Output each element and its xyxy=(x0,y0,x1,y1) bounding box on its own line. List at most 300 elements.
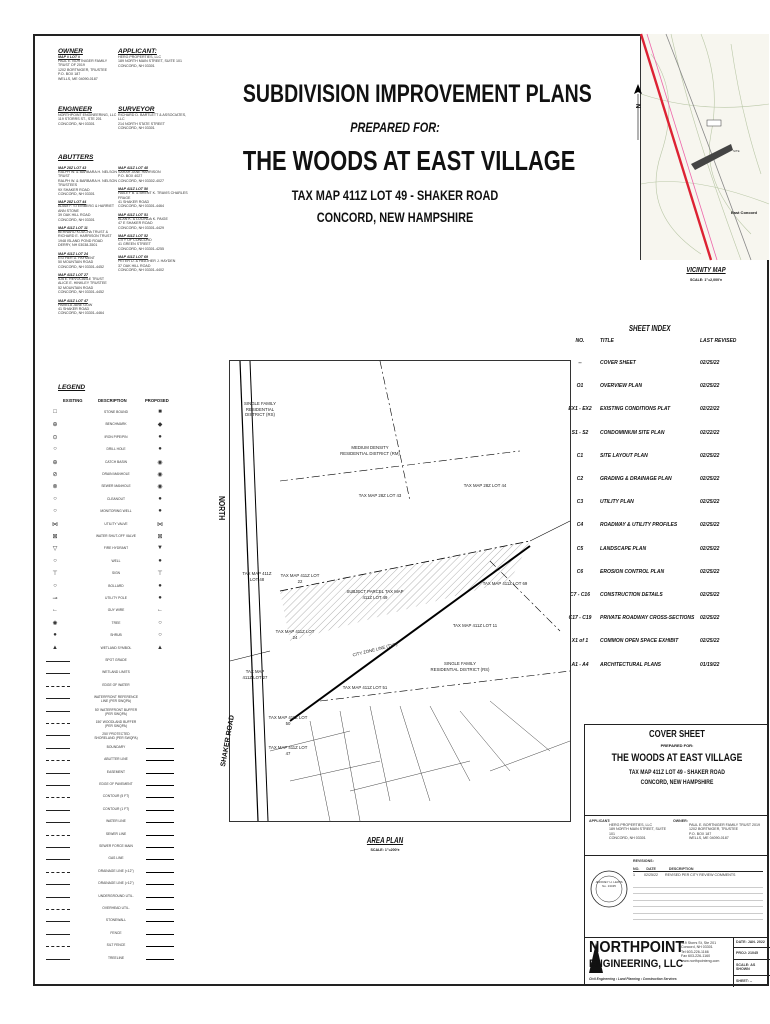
legend-proposed-symbol-icon: ◆ xyxy=(157,422,163,429)
legend-existing-symbol-icon: ⊘ xyxy=(52,472,58,478)
cover-tax: TAX MAP 411Z LOT 49 - SHAKER ROAD xyxy=(629,769,725,776)
sheet-title: EXISTING CONDITIONS PLAT xyxy=(600,406,671,413)
legend-description: STONE BOUND xyxy=(103,410,129,414)
legend-proposed-line xyxy=(146,785,174,786)
legend-description: DRAINAGE LINE (>12") xyxy=(98,881,134,886)
legend-proposed-line xyxy=(146,835,174,836)
legend-description: IRON PIPE/PIN xyxy=(104,434,128,439)
abutter-entry xyxy=(58,226,118,248)
legend-existing-symbol-icon: ○ xyxy=(53,557,57,564)
sheet-title: LANDSCAPE PLAN xyxy=(600,545,647,552)
legend-proposed-symbol-icon: ● xyxy=(158,446,162,453)
legend-proposed-symbol-icon: ● xyxy=(158,508,162,515)
sheet-revised-date: 02/25/22 xyxy=(700,452,720,459)
legend-description: DRAINAGE LINE (<12") xyxy=(98,868,134,873)
legend-proposed-line xyxy=(146,884,174,885)
sheet-index-row xyxy=(560,375,740,398)
legend-proposed-symbol-icon: ● xyxy=(158,557,162,564)
sheet-title: UTILITY PLAN xyxy=(600,499,634,506)
sheet-index-row xyxy=(560,514,740,537)
meta-scale: SCALE: AS SHOWN xyxy=(734,960,770,976)
sheet-revised-date: 01/19/22 xyxy=(700,661,720,668)
revisions-label: REVISIONS: xyxy=(633,859,654,863)
legend-existing-line xyxy=(46,797,70,798)
legend-proposed-line xyxy=(146,810,174,811)
applicant-heading: APPLICANT: xyxy=(118,48,157,55)
sheet-revised-date: 02/25/22 xyxy=(700,383,720,390)
sheet-index-col-no: NO. xyxy=(575,338,585,344)
legend-existing-line xyxy=(46,859,70,860)
legend-existing-line xyxy=(46,835,70,836)
legend-proposed-symbol-icon: ● xyxy=(158,582,162,589)
legend-proposed-line xyxy=(146,959,174,960)
abutter-map-lot: MAP 411Z LOT 24 xyxy=(58,251,88,256)
abutter-line: CONCORD, NH 03302-4027 xyxy=(118,178,164,183)
legend-existing-line xyxy=(46,959,70,960)
legend-existing-symbol-icon: ⊤ xyxy=(52,571,58,578)
legend-proposed-symbol-icon: ○ xyxy=(158,619,162,626)
legend-existing-symbol-icon: ⊕ xyxy=(52,422,58,429)
prepared-for-label: PREPARED FOR: xyxy=(350,119,440,135)
cover-owner-line: P.O. BOX 187 xyxy=(689,831,712,836)
legend-existing-line xyxy=(46,735,70,736)
legend-description: SIGN xyxy=(111,571,121,576)
sheet-number: C4 xyxy=(576,522,584,529)
surveyor-line: CONCORD, NH 03301 xyxy=(118,126,155,131)
sheet-title: SITE LAYOUT PLAN xyxy=(600,452,648,459)
legend-description: BENCHMARK xyxy=(105,422,127,427)
cover-prepared: PREPARED FOR: xyxy=(660,743,694,748)
cover-owner-line: PAUL E. BORTNIGER FAMILY TRUST 2019 xyxy=(689,823,760,827)
abutter-entry xyxy=(118,166,188,183)
legend-description: OVERHEAD UTIL. xyxy=(102,906,130,910)
sheet-number: S1 - S2 xyxy=(571,429,589,436)
abutter-line: IDA E. REVOCABLE TRUST xyxy=(58,276,105,281)
legend-proposed-line xyxy=(146,934,174,935)
sheet-index-row xyxy=(560,491,740,514)
legend-description: WATER SHUT-OFF VALVE xyxy=(96,534,136,538)
legend-description: SEWER MANHOLE xyxy=(101,484,131,489)
cover-applicant xyxy=(609,823,671,841)
legend-description: GUY WIRE xyxy=(107,608,125,613)
legend-description: SEWER FORCE MAIN xyxy=(99,844,133,848)
legend-description: WATER LINE xyxy=(106,819,126,824)
abutter-map-lot: MAP 411Z LOT 47 xyxy=(58,298,88,303)
abutter-entry xyxy=(118,255,188,272)
label-lot24: TAX MAP 411Z LOT 24 xyxy=(275,629,315,640)
legend-description: WETLAND LIMITS xyxy=(102,670,130,675)
abutters-right-column xyxy=(118,166,188,277)
abutter-line: CONCORD, NH 03301-4402 xyxy=(118,268,164,273)
legend-proposed-line xyxy=(146,797,174,798)
sheet-revised-date: 02/22/22 xyxy=(700,406,720,413)
sheet-index-row xyxy=(560,607,740,630)
sheet-title: EROSION CONTROL PLAN xyxy=(600,568,665,575)
label-lot51: TAX MAP 411Z LOT 51 xyxy=(342,685,388,690)
legend-existing-line xyxy=(46,946,70,947)
legend-description: EDGE OF WATER xyxy=(102,682,130,687)
sheet-index-header xyxy=(560,330,740,353)
address-line: www.northpointeng.com xyxy=(681,958,720,963)
legend-proposed-symbol-icon: ■ xyxy=(158,409,162,415)
rev-blank-rows xyxy=(633,881,763,925)
abutter-map-lot: MAP 411Z LOT 11 xyxy=(58,226,88,231)
abutter-line: PETER D. & HEATHER J. HAYDEN xyxy=(118,259,176,264)
sheet-number: X1 of 1 xyxy=(571,638,589,645)
meta-proj: PROJ: 21045 xyxy=(734,948,770,959)
cover-applicant-line: CONCORD, NH 03301 xyxy=(609,836,646,841)
owner-line: P.O. BOX 187 xyxy=(58,72,81,77)
surveyor-block xyxy=(118,106,188,131)
abutter-line: CONCORD, NH 03301-4464 xyxy=(118,204,164,209)
legend-description: BOUNDARY xyxy=(106,744,126,749)
legend-description: GAS LINE xyxy=(108,856,124,861)
seal-text xyxy=(589,881,629,888)
legend-proposed-symbol-icon: ⋈ xyxy=(157,521,163,528)
legend-description: MONITORING WELL xyxy=(100,509,132,514)
sheet-title: OVERVIEW PLAN xyxy=(600,383,642,390)
sheet-index-title: SHEET INDEX xyxy=(629,324,671,333)
legend-proposed-line xyxy=(146,946,174,947)
legend-proposed-symbol-icon: ● xyxy=(158,495,162,502)
legend-existing-symbol-icon: ▲ xyxy=(52,644,58,651)
legend-proposed-line xyxy=(146,760,174,761)
abutter-line: CONCORD, NH 03301-4452 xyxy=(58,264,104,269)
cover-applicant-line: 189 NORTH MAIN STREET, SUITE 101 xyxy=(609,827,667,836)
legend-existing-line xyxy=(46,822,70,823)
legend-description: SEWER LINE xyxy=(105,831,127,836)
area-plan-scale: SCALE: 1"=200'± xyxy=(370,848,400,852)
sheet-title: ROADWAY & UTILITY PROFILES xyxy=(600,522,678,529)
engineer-seal xyxy=(589,869,629,929)
legend-description: CONTOUR (5 FT) xyxy=(102,794,130,799)
legend-existing-symbol-icon: ✺ xyxy=(52,620,58,627)
sheet-index-row xyxy=(560,422,740,445)
abutter-line: DERRY, NH 03038-3501 xyxy=(58,243,98,248)
legend-proposed-symbol-icon: ▼ xyxy=(157,545,163,552)
legend-proposed-symbol-icon: ◉ xyxy=(157,459,163,466)
abutter-line: P.O. BOX 4027 xyxy=(118,174,143,179)
sheet-title: PRIVATE ROADWAY CROSS-SECTIONS xyxy=(600,615,695,622)
abutter-map-lot: MAP 411Z LOT 52 xyxy=(118,234,148,239)
legend-existing-line xyxy=(46,921,70,922)
abutter-line: 41 SHAKER ROAD xyxy=(58,306,90,311)
sheet-title: COMMON OPEN SPACE EXHIBIT xyxy=(600,638,679,645)
sheet-title: CONSTRUCTION DETAILS xyxy=(600,592,663,598)
abutter-line: CONCORD, NH 03301 xyxy=(58,192,95,197)
abutter-line: ALICE E. HINKLEY TRUSTEE xyxy=(58,281,107,286)
legend-description: CLEANOUT xyxy=(107,496,125,501)
legend-description: DRILL HOLE xyxy=(106,447,126,452)
label-lot47: TAX MAP 411Z LOT 47 xyxy=(268,745,308,756)
label-subject-parcel: SUBJECT PARCEL TAX MAP 411Z LOT 49 xyxy=(346,589,404,600)
sheet-number: C1 xyxy=(576,452,584,459)
sheet-revised-date: 02/25/22 xyxy=(700,615,720,622)
abutter-line: 41 SHAKER ROAD xyxy=(118,200,150,205)
abutter-map-lot: MAP 411Z LOT 50 xyxy=(118,187,148,192)
sheet-index-row xyxy=(560,538,740,561)
legend-existing-line xyxy=(46,673,70,674)
address-line: Tel 603-226-1166 xyxy=(681,949,709,954)
legend-description: UTILITY POLE xyxy=(105,596,127,600)
owner-line: PAUL E. BORTNIGER FAMILY TRUST OF 2019 xyxy=(58,59,108,68)
legend-col-existing: EXISTING xyxy=(63,398,83,403)
project-name: THE WOODS AT EAST VILLAGE xyxy=(242,145,576,176)
legend-existing-symbol-icon: □ xyxy=(53,409,57,415)
sheet-revised-date: 02/25/22 xyxy=(700,476,720,482)
label-md-district: MEDIUM DENSITY RESIDENTIAL DISTRICT (RM) xyxy=(340,445,400,456)
legend-description: ABUTTER LINE xyxy=(104,757,128,762)
legend-existing-symbol-icon: ⊕ xyxy=(52,459,58,466)
owner-line: 1202 BORTNIGER, TRUSTEE xyxy=(58,67,107,72)
abutter-line: CONCORD, NH 03301-4452 xyxy=(58,290,104,295)
label-lot27: TAX MAP 411Z LOT 27 xyxy=(242,669,268,680)
sheet-index-row xyxy=(560,398,740,421)
sheet-index-row xyxy=(560,630,740,653)
vicinity-title: VICINITY MAP xyxy=(686,265,726,274)
vicinity-north-arrow xyxy=(634,84,640,144)
sheet-index-col-date: LAST REVISED xyxy=(700,338,737,344)
legend-description: SHRUB xyxy=(110,633,122,638)
legend-description: TREE xyxy=(111,620,121,625)
legend-description: DRAIN MANHOLE xyxy=(102,472,130,476)
cover-owner-line: WELLS, ME 04090-0187 xyxy=(689,836,729,841)
label-lot44: TAX MAP 28Z LOT 44 xyxy=(463,483,507,488)
sheet-index-col-title: TITLE xyxy=(600,338,614,344)
abutters-heading: ABUTTERS xyxy=(58,154,94,161)
owner-block xyxy=(58,48,118,81)
legend-existing-line xyxy=(46,711,70,712)
abutter-line: RICHARD E. HARRISON TRUST xyxy=(58,234,112,239)
abutter-line: 1948 ISLAND POND ROAD xyxy=(58,238,103,243)
area-plan-north: NORTH xyxy=(217,496,226,521)
legend-proposed-line xyxy=(146,859,174,860)
sheet-number: C5 xyxy=(576,545,584,552)
sheet-revised-date: 02/25/22 xyxy=(700,568,720,575)
abutter-entry xyxy=(58,252,118,269)
legend-existing-line xyxy=(46,698,70,699)
abutter-line: ADAM F. STEINBERG & HARRIET ANN STONE xyxy=(58,204,115,213)
vicinity-map xyxy=(640,34,769,260)
legend-proposed-symbol-icon: ⊤ xyxy=(157,571,163,578)
sheet-meta xyxy=(733,937,770,987)
label-lot69: TAX MAP 411Z LOT 69 xyxy=(482,581,528,586)
surveyor-line: RICHARD D. BARTLETT & ASSOCIATES, LLC xyxy=(118,113,187,122)
legend-existing-line xyxy=(46,760,70,761)
legend-existing-line xyxy=(46,773,70,774)
shaker-road-label: SHAKER ROAD xyxy=(220,714,236,768)
abutter-line: HAILEY B. & BRENT K. TRAVIS CHARLES FRAGE xyxy=(118,191,188,200)
sheet-revised-date: 02/25/22 xyxy=(700,638,720,645)
legend-description: CATCH BASIN xyxy=(105,459,127,464)
label-lot50: TAX MAP 411Z LOT 50 xyxy=(268,715,308,726)
abutter-map-lot: MAP 28Z LOT 43 xyxy=(58,166,87,170)
owner-heading: OWNER xyxy=(58,48,83,55)
label-sf-right: SINGLE FAMILY RESIDENTIAL DISTRICT (RS) xyxy=(430,661,490,672)
sheet-index-row xyxy=(560,445,740,468)
sheet-revised-date: 02/25/22 xyxy=(700,592,720,598)
cover-city: CONCORD, NEW HAMPSHIRE xyxy=(640,779,714,786)
company-name-2: ENGINEERING, LLC xyxy=(589,958,684,970)
legend-description: SPOT GRADE xyxy=(105,658,127,662)
label-lot22: TAX MAP 411Z LOT 22 xyxy=(280,573,320,584)
legend-description: EASEMENT xyxy=(106,769,126,774)
cover-applicant-line: HERG PROPERTIES, LLC xyxy=(609,823,653,827)
engineer-line: 119 STORRS ST., STE 201 xyxy=(58,117,102,122)
legend-description: FENCE xyxy=(110,930,122,935)
legend-existing-symbol-icon: ▽ xyxy=(52,546,58,553)
sheet-revised-date: 02/22/22 xyxy=(700,429,720,436)
sheet-title: ARCHITECTURAL PLANS xyxy=(600,661,662,668)
legend-existing-line xyxy=(46,897,70,898)
abutter-line: RALPH W. & BARBARA H. NELSON TRUST xyxy=(58,170,117,179)
applicant-line: 189 NORTH MAIN STREET, SUITE 101 xyxy=(118,59,183,64)
applicant-line: CONCORD, NH 03301 xyxy=(118,63,155,68)
label-city-zone: CITY ZONE LINE (TYP) xyxy=(352,641,398,658)
cover-project: THE WOODS AT EAST VILLAGE xyxy=(611,752,743,764)
legend-existing-symbol-icon: ○ xyxy=(53,582,57,589)
title-block-panel xyxy=(584,724,768,986)
rev-no: 1 xyxy=(633,873,635,877)
legend-description: UNDERGROUND UTIL. xyxy=(98,893,134,898)
abutter-map-lot: MAP 28Z LOT 44 xyxy=(58,200,87,205)
legend-existing-line xyxy=(46,810,70,811)
sheet-number: O1 xyxy=(576,383,584,390)
legend-existing-symbol-icon: ○ xyxy=(53,508,57,515)
legend-description: STONEWALL xyxy=(105,918,127,923)
sheet-revised-date: 02/25/22 xyxy=(700,499,720,506)
rev-date: 02/25/22 xyxy=(644,873,658,877)
legend-proposed-symbol-icon: ○ xyxy=(158,632,162,639)
owner-line: WELLS, ME 04090-0187 xyxy=(58,76,98,81)
legend-existing-line xyxy=(46,884,70,885)
engineer-heading: ENGINEER xyxy=(58,106,92,113)
sheet-index-row xyxy=(560,584,740,607)
legend-description: WATERFRONT REFERENCE LINE (PER SWQPA) xyxy=(93,695,139,704)
abutter-line: CONCORD, NH 03301-4429 xyxy=(118,225,164,230)
abutter-line: ALAN K. & LUCINDA K. PAIGE xyxy=(118,216,168,221)
abutter-entry xyxy=(118,213,188,230)
surveyor-heading: SURVEYOR xyxy=(118,106,155,113)
legend-existing-line xyxy=(46,934,70,935)
plan-set-title: SUBDIVISION IMPROVEMENT PLANS xyxy=(242,80,592,108)
vicinity-scale: SCALE: 1"=2,000'± xyxy=(690,278,722,282)
legend-existing-symbol-icon: ⊙ xyxy=(52,434,58,441)
cover-title-area xyxy=(585,729,769,786)
sheet-number: -- xyxy=(578,360,582,366)
legend-proposed-symbol-icon: ◉ xyxy=(157,484,163,491)
meta-sheet: SHEET: -- xyxy=(736,978,753,983)
legend-existing-symbol-icon: ○ xyxy=(53,495,57,502)
rev-col-date: DATE xyxy=(646,867,656,871)
city-line: CONCORD, NEW HAMPSHIRE xyxy=(316,209,474,225)
legend-existing-symbol-icon: ⊗ xyxy=(52,484,58,491)
company-address xyxy=(681,941,729,963)
abutter-line: 37 OAK HILL ROAD xyxy=(118,263,151,268)
legend-existing-line xyxy=(46,661,70,662)
address-line: 119 Storrs St, Ste 201 xyxy=(681,941,717,945)
legend-existing-symbol-icon: ⊸ xyxy=(52,596,58,602)
abutter-line: PAMELA JANE GOW xyxy=(58,302,93,307)
engineer-line: NORTHPOINT ENGINEERING, LLC xyxy=(58,113,117,117)
legend-description: SILT FENCE xyxy=(106,943,126,948)
legend-proposed-symbol-icon: ← xyxy=(157,607,163,614)
abutter-entry xyxy=(118,234,188,251)
legend-existing-symbol-icon: ● xyxy=(53,632,57,639)
sheet-index-row xyxy=(560,352,740,375)
abutter-map-lot: MAP 411Z LOT 48 xyxy=(118,166,148,170)
company-name-1: NORTHPOINT xyxy=(589,939,685,956)
abutter-line: CONCORD, NH 03301 xyxy=(58,217,95,222)
rev-col-no: NO. xyxy=(633,867,640,871)
sheet-index-row xyxy=(560,561,740,584)
legend-proposed-symbol-icon: ● xyxy=(158,595,162,601)
abutter-map-lot: MAP 411Z LOT 27 xyxy=(58,272,88,277)
abutter-line: 47 E SHAKER ROAD xyxy=(118,221,153,226)
legend-proposed-line xyxy=(146,921,174,922)
label-lot43: TAX MAP 28Z LOT 43 xyxy=(358,493,402,498)
abutter-map-lot: MAP 411Z LOT 69 xyxy=(118,255,148,260)
title-block xyxy=(200,80,590,225)
cover-owner-line: 1202 BORTNIGER, TRUSTEE xyxy=(689,827,738,832)
applicant-line: HERG PROPERTIES, LLC xyxy=(118,55,162,59)
legend-row xyxy=(40,952,182,967)
sheet-title: COVER SHEET xyxy=(600,360,636,366)
legend-proposed-symbol-icon: ▲ xyxy=(157,644,163,651)
meta-date: DATE: JAN. 2022 xyxy=(734,937,770,948)
engineer-block xyxy=(58,106,118,126)
legend-existing-symbol-icon: ○ xyxy=(53,446,57,453)
abutter-line: ESTHER D. PAYMENT xyxy=(58,255,96,260)
sheet-revised-date: 02/25/22 xyxy=(700,545,720,552)
area-plan-frame xyxy=(217,360,571,822)
sheet-revised-date: 02/25/22 xyxy=(700,522,720,529)
area-plan-title: AREA PLAN xyxy=(366,836,404,845)
legend-description: 50' WATERFRONT BUFFER (PER SWQPA) xyxy=(94,707,138,716)
rev-desc: REVISED PER CITY REVIEW COMMENTS xyxy=(665,873,736,877)
abutter-entry xyxy=(58,273,118,295)
legend-proposed-line xyxy=(146,847,174,848)
legend-proposed-line xyxy=(146,872,174,873)
area-plan-caption xyxy=(350,836,420,852)
legend-proposed-symbol-icon: ◉ xyxy=(157,472,163,478)
legend-col-headers xyxy=(55,398,195,403)
abutter-line: 9X SHAKER ROAD xyxy=(58,187,90,192)
sheet-number: C17 - C19 xyxy=(568,615,592,622)
legend-existing-line xyxy=(46,686,70,687)
tax-map-line: TAX MAP 411Z LOT 49 - SHAKER ROAD xyxy=(291,187,499,203)
legend-proposed-line xyxy=(146,773,174,774)
legend-description: UTILITY VALVE xyxy=(104,521,128,526)
legend-existing-line xyxy=(46,872,70,873)
cover-owner xyxy=(689,823,767,841)
legend-existing-line xyxy=(46,909,70,910)
legend-existing-line xyxy=(46,748,70,749)
abutter-line: RALPH W. & BARBARA H. NELSON TRUSTEES xyxy=(58,178,117,188)
legend-title: LEGEND xyxy=(58,384,86,391)
legend-description: 250' PROTECTED SHORELAND (PER SWQPA) xyxy=(94,732,138,741)
abutter-line: 39 OAK HILL ROAD xyxy=(58,213,91,218)
legend-col-description: DESCRIPTION xyxy=(98,398,127,403)
legend-existing-symbol-icon: ⊠ xyxy=(52,534,58,540)
sheet-number: EX1 - EX2 xyxy=(568,406,592,413)
seal-number: No. 13435 xyxy=(602,883,616,888)
abutter-entry xyxy=(58,166,118,196)
vicinity-map-graphic xyxy=(641,34,769,260)
sheet-title: GRADING & DRAINAGE PLAN xyxy=(600,476,672,482)
engineer-line: CONCORD, NH 03301 xyxy=(58,121,95,126)
legend-existing-line xyxy=(46,847,70,848)
